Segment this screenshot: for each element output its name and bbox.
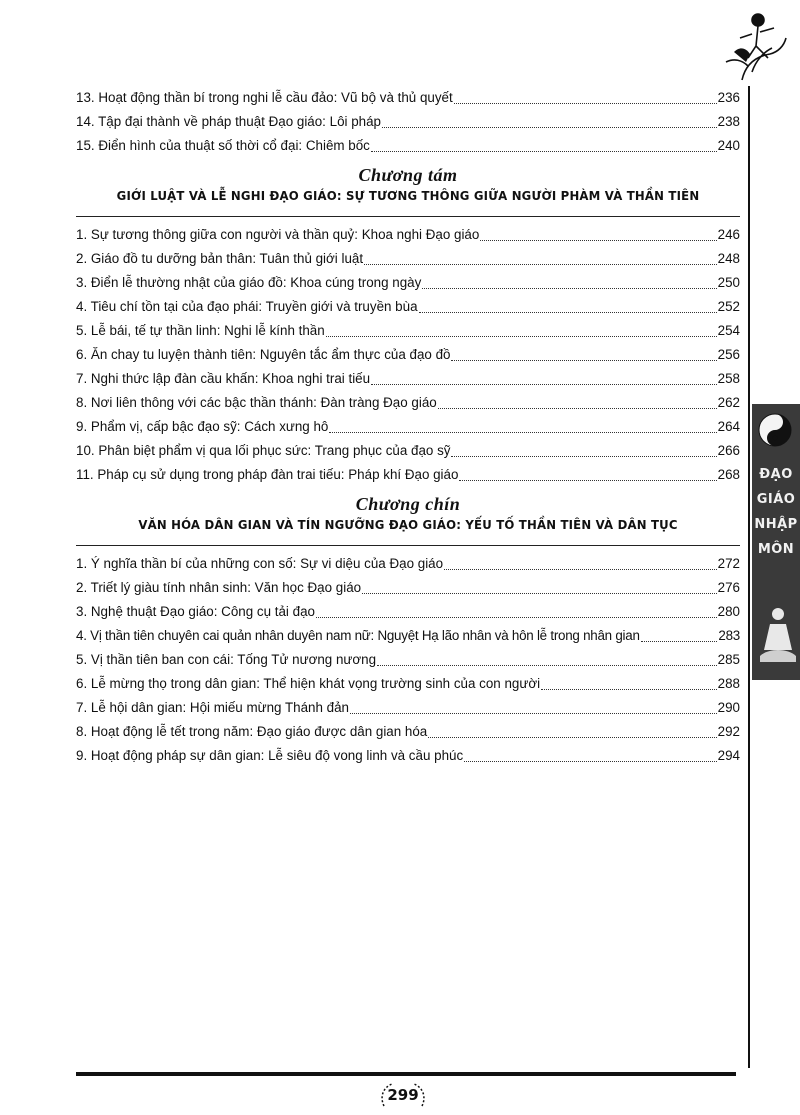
entry-title: 4. Vị thần tiên chuyên cai quản nhân duyên nam nữ: Nguyệt Hạ lão nhân và hôn lễ trong nhân gian: [76, 628, 640, 643]
entry-title: 8. Nơi liên thông với các bậc thần thánh: Đàn tràng Đạo giáo: [76, 395, 437, 410]
chapter-divider: [76, 216, 740, 217]
entry-title: 9. Phẩm vị, cấp bậc đạo sỹ: Cách xưng hô: [76, 419, 329, 434]
toc-entry: [76, 600, 740, 624]
leader-dots: [454, 102, 717, 104]
leader-dots: [316, 616, 717, 618]
right-border-line: [748, 86, 750, 1068]
leader-dots: [329, 431, 716, 433]
entry-page: 236: [717, 90, 740, 105]
entry-page: 238: [717, 114, 740, 129]
side-tab-line: NHẬP: [754, 517, 798, 532]
side-tab-line: MÔN: [757, 542, 795, 557]
chapter-8-heading: [76, 164, 740, 206]
corner-illustration: [712, 2, 796, 86]
entry-page: 272: [717, 556, 740, 571]
leader-dots: [350, 712, 717, 714]
leader-dots: [382, 126, 717, 128]
toc-entry: [76, 552, 740, 576]
entry-page: 290: [717, 700, 740, 715]
chapter-8-entry-list: [76, 223, 740, 487]
entry-title: 10. Phân biệt phẩm vị qua lối phục sức: Trang phục của đạo sỹ: [76, 443, 451, 458]
toc-entry: [76, 415, 740, 439]
leader-dots: [371, 383, 717, 385]
entry-page: 283: [718, 628, 740, 643]
leader-dots: [464, 760, 716, 762]
leader-dots: [428, 736, 716, 738]
toc-entry: [76, 295, 740, 319]
entry-title: 7. Nghi thức lập đàn cầu khấn: Khoa nghi trai tiếu: [76, 371, 371, 386]
toc-entry: [76, 720, 740, 744]
toc-entry: [76, 319, 740, 343]
entry-page: 288: [717, 676, 740, 691]
toc-entry: [76, 367, 740, 391]
toc-entry: [76, 672, 740, 696]
entry-title: 11. Pháp cụ sử dụng trong pháp đàn trai tiếu: Pháp khí Đạo giáo: [76, 467, 459, 482]
entry-page: 248: [717, 251, 740, 266]
entry-page: 294: [717, 748, 740, 763]
toc-entry: [76, 247, 740, 271]
toc-entry: [76, 391, 740, 415]
entry-page: 252: [717, 299, 740, 314]
entry-title: 9. Hoạt động pháp sự dân gian: Lễ siêu độ vong linh và cầu phúc: [76, 748, 464, 763]
entry-page: 254: [717, 323, 740, 338]
entry-page: 280: [717, 604, 740, 619]
bottom-rule: [76, 1072, 736, 1076]
entry-title: 3. Nghệ thuật Đạo giáo: Công cụ tải đạo: [76, 604, 315, 619]
leader-dots: [419, 311, 717, 313]
chapter-9-heading: [76, 493, 740, 535]
leader-dots: [371, 150, 717, 152]
entry-title: 6. Ăn chay tu luyện thành tiên: Nguyên tắc ẩm thực của đạo đồ: [76, 347, 451, 362]
entry-title: 6. Lễ mừng thọ trong dân gian: Thể hiện khát vọng trường sinh của con người: [76, 676, 541, 691]
entry-title: 5. Lễ bái, tế tự thần linh: Nghi lễ kính thần: [76, 323, 325, 338]
entry-page: 262: [717, 395, 740, 410]
leader-dots: [480, 239, 716, 241]
page-number: 299: [387, 1086, 419, 1104]
entry-title: 15. Điển hình của thuật số thời cổ đại: Chiêm bốc: [76, 138, 370, 153]
entry-page: 266: [717, 443, 740, 458]
entry-title: 14. Tập đại thành về pháp thuật Đạo giáo: Lôi pháp: [76, 114, 382, 129]
entry-title: 1. Ý nghĩa thần bí của những con số: Sự vi diệu của Đạo giáo: [76, 556, 444, 571]
leader-dots: [377, 664, 717, 666]
leader-dots: [451, 359, 716, 361]
page-number-badge: [378, 1080, 428, 1110]
entry-page: 246: [717, 227, 740, 242]
toc-entry: [76, 576, 740, 600]
entry-title: 3. Điển lễ thường nhật của giáo đồ: Khoa cúng trong ngày: [76, 275, 422, 290]
leader-dots: [459, 479, 716, 481]
leader-dots: [364, 263, 717, 265]
entry-page: 292: [717, 724, 740, 739]
toc-content: [76, 86, 740, 768]
toc-entry: [76, 624, 740, 648]
entry-page: 258: [717, 371, 740, 386]
chapter-label: Chương chín: [355, 494, 461, 514]
entry-title: 4. Tiêu chí tồn tại của đạo phái: Truyền giới và truyền bùa: [76, 299, 418, 314]
side-tab-line: GIÁO: [756, 492, 796, 507]
chapter-title: GIỚI LUẬT VÀ LỄ NGHI ĐẠO GIÁO: SỰ TƯƠNG THÔNG GIỮA NGƯỜI PHÀM VÀ THẦN TIÊN: [116, 188, 700, 203]
toc-entry: [76, 134, 740, 158]
toc-entry: [76, 696, 740, 720]
meditating-figure-icon: [758, 600, 798, 670]
leader-dots: [444, 568, 717, 570]
entry-page: 276: [717, 580, 740, 595]
leader-dots: [438, 407, 717, 409]
toc-entry: [76, 110, 740, 134]
toc-entry: [76, 744, 740, 768]
entry-title: 1. Sự tương thông giữa con người và thần quỷ: Khoa nghi Đạo giáo: [76, 227, 480, 242]
entry-page: 256: [717, 347, 740, 362]
entry-title: 13. Hoạt động thần bí trong nghi lễ cầu đảo: Vũ bộ và thủ quyết: [76, 90, 453, 105]
toc-entry: [76, 463, 740, 487]
entry-page: 268: [717, 467, 740, 482]
toc-entry: [76, 343, 740, 367]
entry-title: 7. Lễ hội dân gian: Hội miếu mừng Thánh đản: [76, 700, 349, 715]
toc-entry: [76, 648, 740, 672]
side-tab-line: ĐẠO: [759, 467, 793, 482]
entry-page: 240: [717, 138, 740, 153]
leader-dots: [362, 592, 717, 594]
toc-entry: [76, 86, 740, 110]
leader-dots: [541, 688, 717, 690]
chapter-title: VĂN HÓA DÂN GIAN VÀ TÍN NGƯỠNG ĐẠO GIÁO: YẾU TỐ THẦN TIÊN VÀ DÂN TỤC: [138, 517, 678, 532]
toc-entry: [76, 223, 740, 247]
entry-title: 2. Giáo đồ tu dưỡng bản thân: Tuân thủ giới luật: [76, 251, 364, 266]
entry-title: 8. Hoạt động lễ tết trong năm: Đạo giáo được dân gian hóa: [76, 724, 428, 739]
side-tab-text: [752, 462, 800, 562]
entry-page: 250: [717, 275, 740, 290]
entry-page: 285: [717, 652, 740, 667]
toc-entry: [76, 271, 740, 295]
entry-page: 264: [717, 419, 740, 434]
chapter-divider: [76, 545, 740, 546]
chapter-9-entry-list: [76, 552, 740, 768]
leader-dots: [641, 640, 718, 642]
entry-title: 2. Triết lý giàu tính nhân sinh: Văn học Đạo giáo: [76, 580, 362, 595]
toc-entry: [76, 439, 740, 463]
entry-title: 5. Vị thần tiên ban con cái: Tống Tử nương nương: [76, 652, 377, 667]
leader-dots: [451, 455, 716, 457]
yin-yang-icon: [757, 412, 793, 448]
chapter-label: Chương tám: [358, 165, 458, 185]
top-entry-list: [76, 86, 740, 158]
leader-dots: [326, 335, 717, 337]
leader-dots: [422, 287, 716, 289]
